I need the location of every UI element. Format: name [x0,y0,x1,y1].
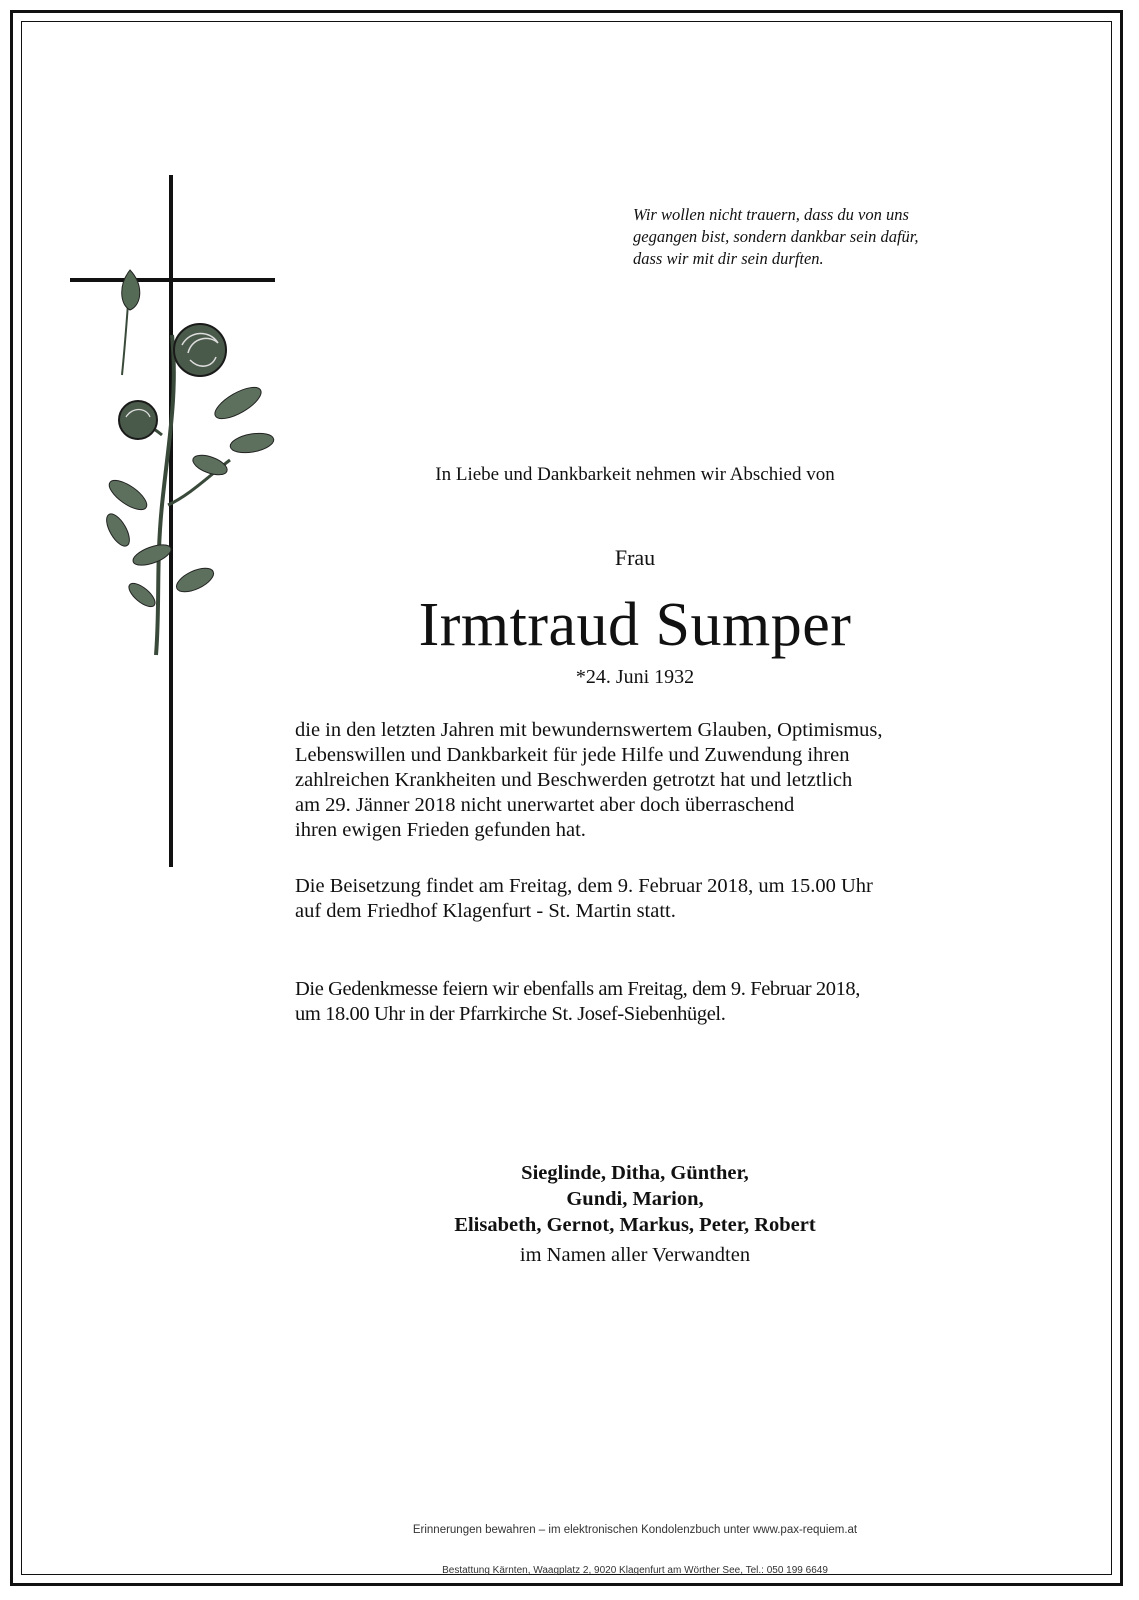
signers-block [290,1160,980,1268]
paragraph-line: Die Gedenkmesse feiern wir ebenfalls am Freitag, dem 9. Februar 2018, [295,978,860,1000]
signers-line: Gundi, Marion, [566,1188,704,1210]
quote-line: Wir wollen nicht trauern, dass du von uns [633,205,909,224]
salutation: Frau [614,545,656,570]
memorial-mass-paragraph [295,977,995,1027]
paragraph-line: um 18.00 Uhr in der Pfarrkirche St. Josef-Siebenhügel. [295,1003,726,1025]
footer-address-line: Bestattung Kärnten, Waagplatz 2, 9020 Klagenfurt am Wörther See, Tel.: 050 199 6649 [442,1565,828,1576]
birth-date: *24. Juni 1932 [575,666,695,688]
signers-line: Elisabeth, Gernot, Markus, Peter, Robert [454,1214,816,1236]
quote-line: dass wir mit dir sein durften. [633,249,824,268]
rose-icon [102,270,275,655]
paragraph-line: auf dem Friedhof Klagenfurt - St. Martin statt. [295,900,676,922]
quote-line: gegangen bist, sondern dankbar sein dafür, [633,227,919,246]
burial-paragraph [295,874,995,924]
signers-line: Sieglinde, Ditha, Günther, [521,1162,749,1184]
paragraph-line: die in den letzten Jahren mit bewundernswertem Glauben, Optimismus, [295,719,883,741]
deceased-name: Irmtraud Sumper [418,591,852,659]
memorial-quote [633,204,973,270]
paragraph-line: am 29. Jänner 2018 nicht unerwartet aber doch überraschend [295,794,795,816]
intro-text: In Liebe und Dankbarkeit nehmen wir Abschied von [435,464,835,485]
life-paragraph [295,718,995,843]
cross-with-rose-icon [60,175,290,895]
footer-condolence-line: Erinnerungen bewahren – im elektronischen Kondolenzbuch unter www.pax-requiem.at [412,1524,858,1536]
paragraph-line: Die Beisetzung findet am Freitag, dem 9. Februar 2018, um 15.00 Uhr [295,875,873,897]
paragraph-line: Lebenswillen und Dankbarkeit für jede Hilfe und Zuwendung ihren [295,744,850,766]
paragraph-line: ihren ewigen Frieden gefunden hat. [295,819,586,841]
paragraph-line: zahlreichen Krankheiten und Beschwerden getrotzt hat und letztlich [295,769,853,791]
signers-closing: im Namen aller Verwandten [519,1244,751,1266]
